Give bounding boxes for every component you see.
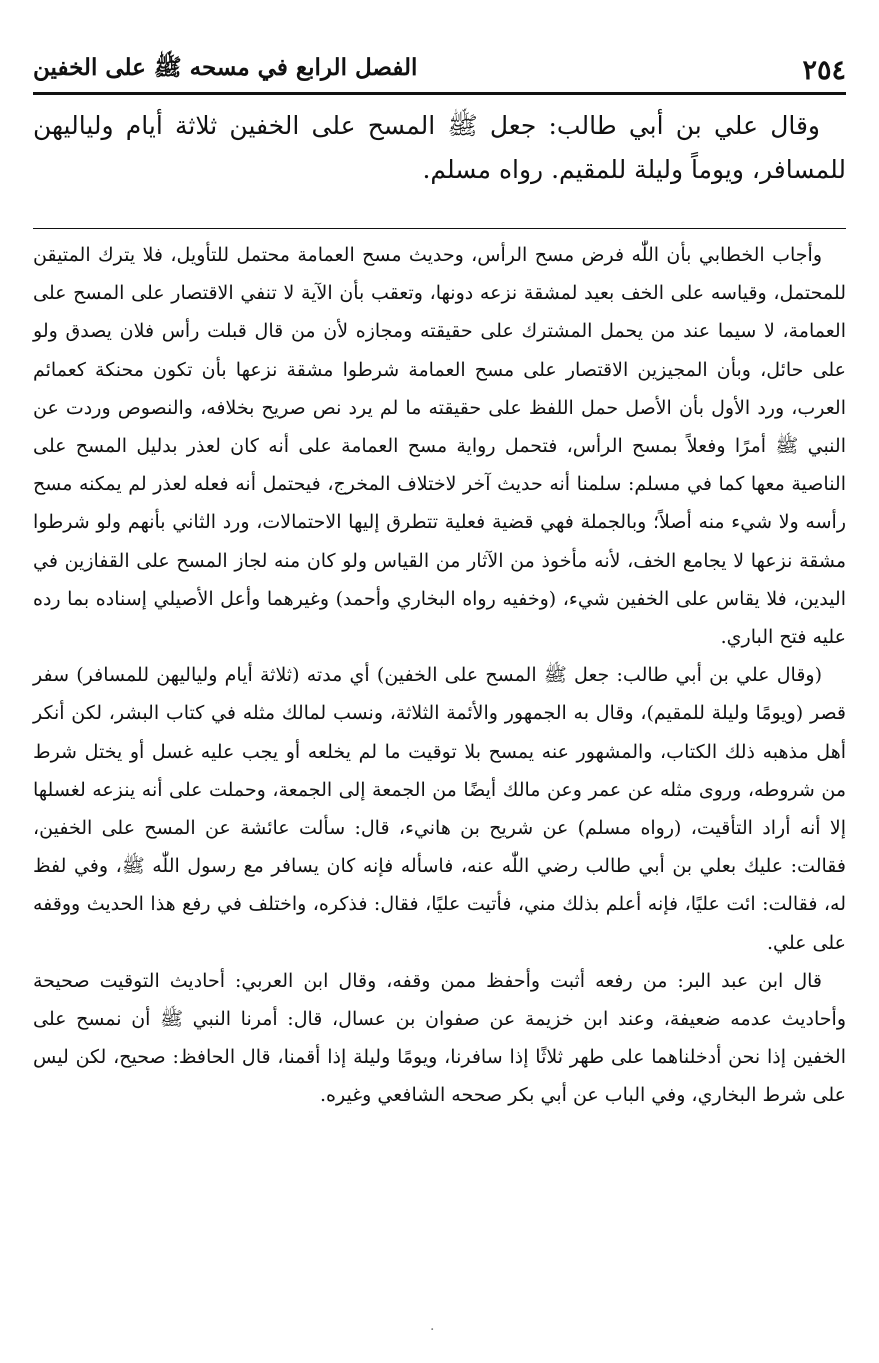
hadith-text: وقال علي بن أبي طالب: جعل ﷺ المسح على الخفين ثلاثة أيام ولياليهن للمسافر، ويوماً وليلة للمقيم. رواه مسلم. (33, 111, 846, 184)
hadith-divider (33, 228, 846, 229)
commentary-paragraph: وأجاب الخطابي بأن اللّٰه فرض مسح الرأس، وحديث مسح العمامة محتمل للتأويل، فلا يترك المتيقن للمحتمل، وقياسه على الخف بعيد لمشقة نزعه دونها، وتعقب بأن الآية لا تنفي الاقتصار على المسح على العمامة، لا سيما عند من يحمل المشترك على حقيقته ومجازه لأن من قال قبلت رأس فلان يصدق ولو على حائل، وبأن المجيزين الاقتصار على مسح العمامة شرطوا مشقة نزعها بأن تكون محنكة كعمائم العرب، ورد الأول بأن الأصل حمل اللفظ على حقيقته ما لم يرد نص صريح بخلافه، والنصوص وردت عن النبي ﷺ أمرًا وفعلاً بمسح الرأس، فتحمل رواية مسح العمامة على أنه كان لعذر بدليل المسح على الناصية معها كما في مسلم: سلمنا أنه حديث آخر لاختلاف المخرج، فيحتمل أنه فعله لعذر لم يمكنه مسح رأسه ولا شيء منه أصلاً؛ وبالجملة فهي قضية فعلية تتطرق إليها الاحتمالات، ورد الثاني بأنهم ولو شرطوا مشقة نزعها لا يجامع الخف، لأنه مأخوذ من الآثار من القياس ولو كان منه لجاز المسح على القفازين في اليدين، فلا يقاس على الخفين شيء، (وخفيه رواه البخاري وأحمد) وغيرهما وأعل الأصيلي إسناده بما رده عليه فتح الباري. (33, 244, 846, 649)
commentary-section (33, 236, 846, 1115)
commentary-paragraph: (وقال علي بن أبي طالب: جعل ﷺ المسح على الخفين) أي مدته (ثلاثة أيام ولياليهن للمسافر) سفر قصر (ويومًا وليلة للمقيم)، وقال به الجمهور والأئمة الثلاثة، ونسب لمالك مثله في كتاب البشر، لكن أنكر أهل مذهبه ذلك الكتاب، والمشهور عنه يمسح بلا توقيت ما لم يخلعه أو يجب عليه غسل أو يختل شرط من شروطه، وروى مثله عن عمر وعن مالك أيضًا من الجمعة إلى الجمعة، وحملت على أنه ينزعه لغسلها إلا أنه أراد التأقيت، (رواه مسلم) عن شريح بن هانيء، قال: سألت عائشة عن المسح على الخفين، فقالت: عليك بعلي بن أبي طالب رضي اللّٰه عنه، فاسأله فإنه كان يسافر مع رسول اللّٰه ﷺ، وفي لفظ له، فقالت: ائت عليًا، فإنه أعلم بذلك مني، فأتيت عليًا، فقال: فذكره، واختلف في رفع هذا الحديث ووقفه على علي. (33, 664, 846, 954)
page-number: ٢٥٤ (802, 54, 846, 86)
chapter-title: الفصل الرابع في مسحه ﷺ على الخفين (33, 54, 418, 81)
footer-mark: · (430, 1322, 435, 1338)
page-header (33, 48, 846, 92)
commentary-paragraph: قال ابن عبد البر: من رفعه أثبت وأحفظ ممن وقفه، وقال ابن العربي: أحاديث التوقيت صحيحة وأحاديث عدمه ضعيفة، وعند ابن خزيمة عن صفوان بن عسال، قال: أمرنا النبي ﷺ أن نمسح على الخفين إذا نحن أدخلناهما على طهر ثلاثًا إذا سافرنا، ويومًا وليلة إذا أقمنا، قال الحافظ: صحيح، لكن ليس على شرط البخاري، وفي الباب عن أبي بكر صححه الشافعي وغيره. (33, 969, 846, 1107)
header-divider (33, 92, 846, 95)
